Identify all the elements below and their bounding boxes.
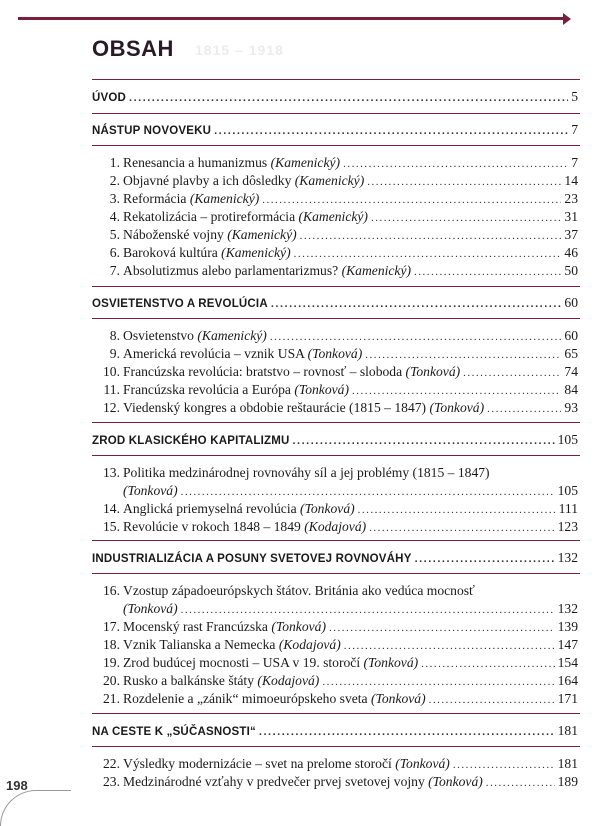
page-number: 50 <box>564 263 578 278</box>
toc-entry <box>92 382 578 399</box>
toc-entry <box>92 173 578 190</box>
page-number: 93 <box>564 400 578 415</box>
entry-title: Objavné plavby a ich dôsledky (Kamenický) <box>123 173 365 188</box>
toc-entry <box>92 346 578 363</box>
entry-title: Vzostup západoeurópskych štátov. Británia ako vedúca mocnosť <box>123 583 475 598</box>
entry-number: 12. <box>103 400 120 415</box>
toc-entry <box>92 364 578 381</box>
entry-title: Rusko a balkánske štáty (Kodajová) <box>123 673 320 688</box>
toc-entry <box>92 519 578 536</box>
page-number: 105 <box>557 432 578 447</box>
entry-number: 23. <box>103 774 120 789</box>
entry-title: Reformácia (Kamenický) <box>123 191 260 206</box>
page-number: 154 <box>557 655 578 670</box>
entry-number: 5. <box>109 227 120 242</box>
page-number: 189 <box>557 774 578 789</box>
entry-title: Medzinárodné vzťahy v predvečer prvej svetovej vojny (Tonková) <box>123 774 483 789</box>
entry-title: Politika medzinárodnej rovnováhy síl a jej problémy (1815 – 1847) <box>123 465 490 480</box>
toc-entry <box>92 465 578 481</box>
toc-entry <box>92 263 578 280</box>
page-number: 14 <box>564 173 578 188</box>
toc-entry <box>92 328 578 345</box>
section-title: ÚVOD <box>92 92 127 104</box>
page-number: 60 <box>564 295 578 310</box>
entry-title: Baroková kultúra (Kamenický) <box>123 245 291 260</box>
toc-entry <box>92 774 578 791</box>
entry-number: 20. <box>103 673 120 688</box>
toc-entry-continuation <box>92 483 578 500</box>
page-number: 181 <box>557 723 578 738</box>
entry-title: Zrod budúcej mocnosti – USA v 19. storočí (Tonková) <box>123 655 419 670</box>
toc-section <box>92 723 578 740</box>
section-divider <box>92 79 580 80</box>
page-number: 5 <box>571 89 578 104</box>
page-number: 164 <box>557 673 578 688</box>
toc-entry <box>92 191 578 208</box>
entry-title: Vznik Talianska a Nemecka (Kodajová) <box>123 637 341 652</box>
page-number: 132 <box>557 601 578 616</box>
toc-entry <box>92 691 578 708</box>
entry-title: Francúzska revolúcia a Európa (Tonková) <box>123 382 349 397</box>
toc-entry <box>92 227 578 244</box>
entry-title: Rozdelenie a „zánik“ mimoeurópskeho sveta (Tonková) <box>123 691 426 706</box>
entry-number: 4. <box>109 209 120 224</box>
page-number: 139 <box>557 619 578 634</box>
toc-entry <box>92 245 578 262</box>
entry-title: Absolutizmus alebo parlamentarizmus? (Kamenický) <box>123 263 412 278</box>
page-number: 171 <box>557 691 578 706</box>
entry-title: Francúzska revolúcia: bratstvo – rovnosť – sloboda (Tonková) <box>123 364 461 379</box>
toc-section <box>92 295 578 312</box>
entry-author: (Tonková) <box>123 601 178 616</box>
page-number: 23 <box>564 191 578 206</box>
page-number: 7 <box>571 122 578 137</box>
top-rule <box>18 17 564 20</box>
section-divider <box>92 455 580 456</box>
entry-title: Rekatolizácia – protireformácia (Kamenický) <box>123 209 368 224</box>
section-divider <box>92 422 580 423</box>
folio-page-number: 198 <box>6 778 28 793</box>
entry-number: 14. <box>103 501 120 516</box>
section-title: NA CESTE K „SÚČASNOSTI“ <box>92 726 256 738</box>
entry-title: Renesancia a humanizmus (Kamenický) <box>123 155 341 170</box>
toc-entry-continuation <box>92 601 578 618</box>
section-divider <box>92 540 580 541</box>
entry-title: Výsledky modernizácie – svet na prelome storočí (Tonková) <box>123 756 450 771</box>
toc-entry <box>92 155 578 172</box>
page-number: 84 <box>564 382 578 397</box>
toc-entry <box>92 583 578 599</box>
section-divider <box>92 573 580 574</box>
entry-number: 17. <box>103 619 120 634</box>
top-rule-arrow-icon <box>563 13 571 25</box>
entry-number: 13. <box>103 465 120 480</box>
page-title: OBSAH <box>92 36 174 61</box>
entry-number: 11. <box>103 382 120 397</box>
entry-title: Mocenský rast Francúzska (Tonková) <box>123 619 326 634</box>
entry-title: Americká revolúcia – vznik USA (Tonková) <box>123 346 363 361</box>
entry-number: 22. <box>103 756 120 771</box>
page-number: 60 <box>564 328 578 343</box>
entry-title: Anglická priemyselná revolúcia (Tonková) <box>123 501 355 516</box>
page-number: 181 <box>557 756 578 771</box>
entry-number: 3. <box>109 191 120 206</box>
toc-entry <box>92 637 578 654</box>
section-divider <box>92 318 580 319</box>
entry-title: Revolúcie v rokoch 1848 – 1849 (Kodajová) <box>123 519 367 534</box>
toc-entry <box>92 400 578 417</box>
section-divider <box>92 145 580 146</box>
toc-section <box>92 122 578 139</box>
entry-number: 19. <box>103 655 120 670</box>
page-number: 74 <box>564 364 578 379</box>
toc-entry <box>92 756 578 773</box>
toc-section <box>92 550 578 567</box>
entry-number: 7. <box>109 263 120 278</box>
entry-number: 9. <box>109 346 120 361</box>
entry-number: 16. <box>103 583 120 598</box>
entry-number: 8. <box>109 328 120 343</box>
entry-title: Náboženské vojny (Kamenický) <box>123 227 297 242</box>
toc-entry <box>92 673 578 690</box>
page-number: 7 <box>571 155 578 170</box>
section-divider <box>92 113 580 114</box>
section-title: NÁSTUP NOVOVEKU <box>92 125 212 137</box>
section-divider <box>92 713 580 714</box>
entry-number: 15. <box>103 519 120 534</box>
entry-number: 6. <box>109 245 120 260</box>
page-number: 65 <box>564 346 578 361</box>
section-title: INDUSTRIALIZÁCIA A POSUNY SVETOVEJ ROVNOVÁHY <box>92 553 412 565</box>
section-divider <box>92 746 580 747</box>
toc-entry <box>92 619 578 636</box>
entry-number: 2. <box>109 173 120 188</box>
entry-title: Viedenský kongres a obdobie reštaurácie (1815 – 1847) (Tonková) <box>123 400 485 415</box>
bleed-through-header: 1815 – 1918 <box>195 42 284 58</box>
page-number: 111 <box>558 501 578 516</box>
page-number: 147 <box>557 637 578 652</box>
entry-title: Osvietenstvo (Kamenický) <box>123 328 267 343</box>
page-number: 105 <box>557 483 578 498</box>
page-number: 132 <box>557 550 578 565</box>
page-number: 123 <box>557 519 578 534</box>
toc-section <box>92 89 578 106</box>
page-number: 37 <box>564 227 578 242</box>
section-title: OSVIETENSTVO A REVOLÚCIA <box>92 298 268 310</box>
section-divider <box>92 286 580 287</box>
toc-section <box>92 432 578 449</box>
toc-entry <box>92 209 578 226</box>
page-number: 46 <box>564 245 578 260</box>
entry-number: 21. <box>103 691 120 706</box>
entry-author: (Tonková) <box>123 483 178 498</box>
page-number: 31 <box>564 209 578 224</box>
toc-entry <box>92 501 578 518</box>
entry-number: 1. <box>109 155 120 170</box>
entry-number: 18. <box>103 637 120 652</box>
entry-number: 10. <box>103 364 120 379</box>
page-curl <box>0 790 71 826</box>
toc-entry <box>92 655 578 672</box>
section-title: ZROD KLASICKÉHO KAPITALIZMU <box>92 435 290 447</box>
